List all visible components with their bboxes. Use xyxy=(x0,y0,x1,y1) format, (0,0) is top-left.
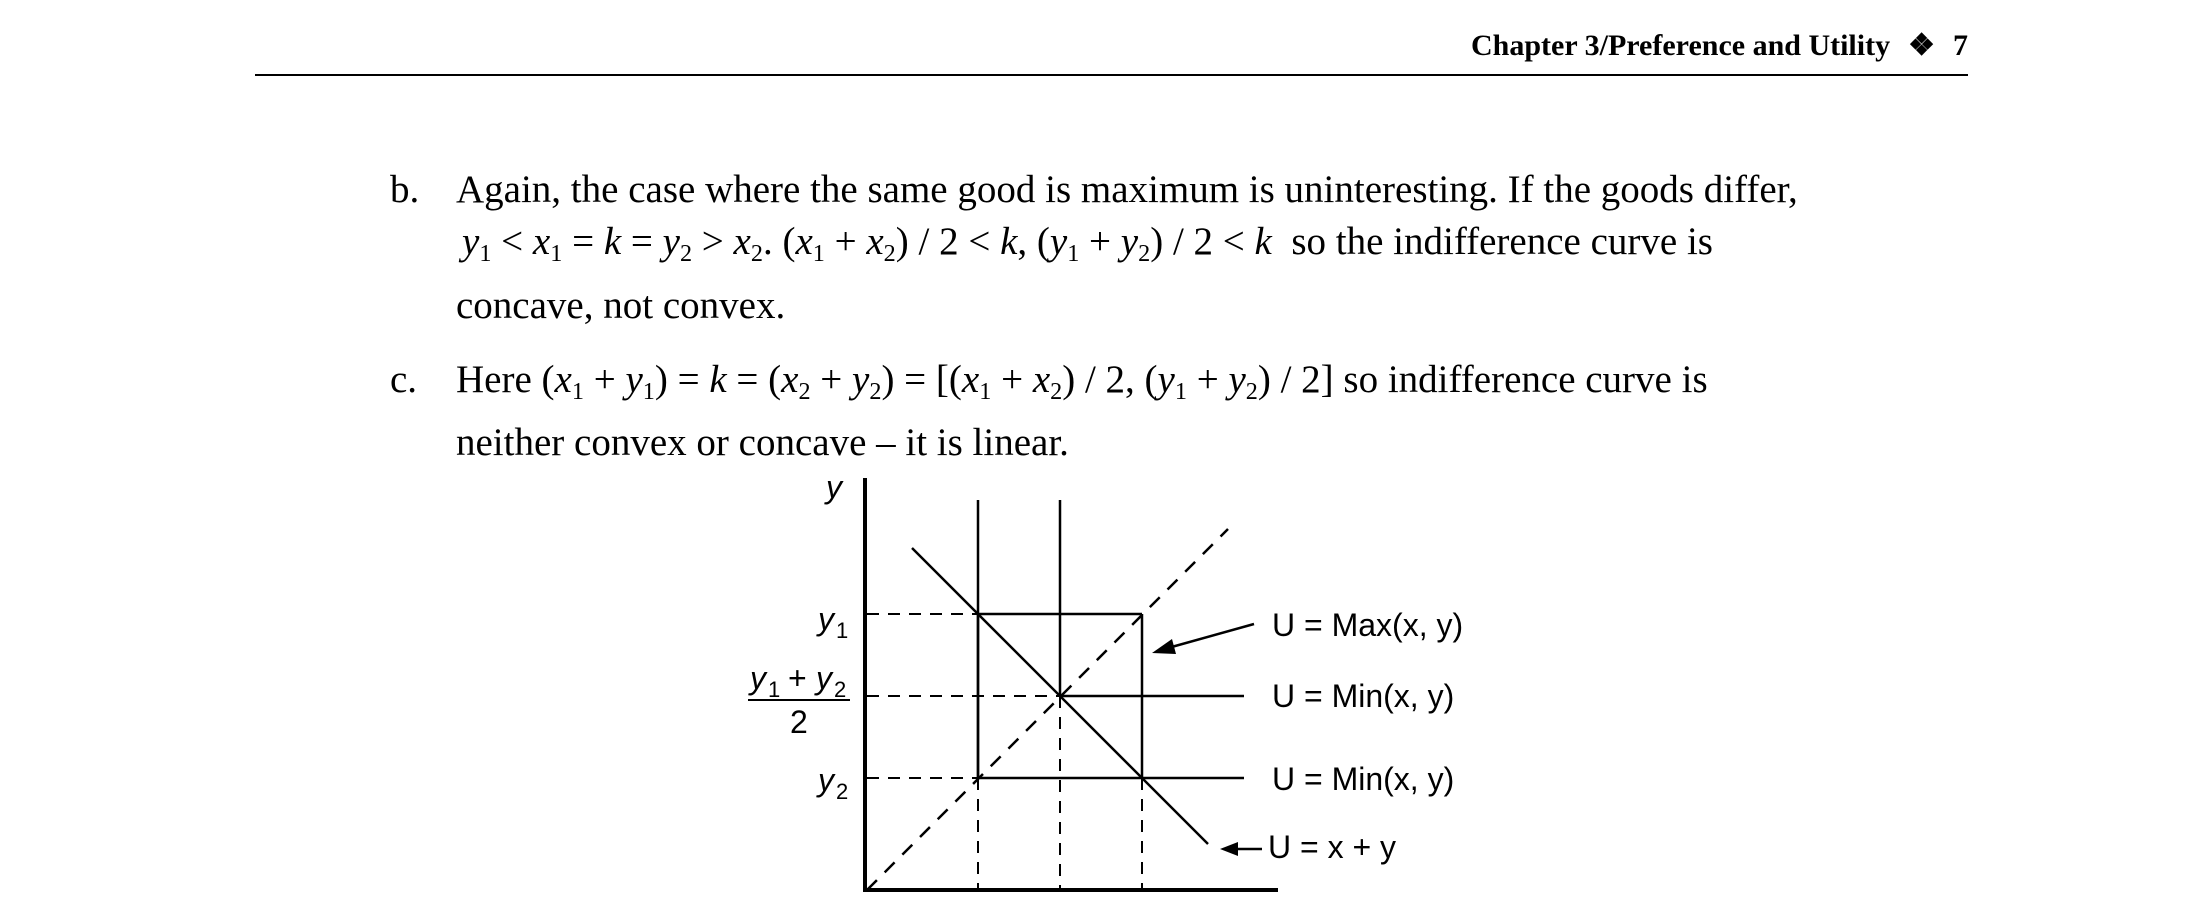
chapter-title: Chapter 3/Preference and Utility xyxy=(1471,29,1891,62)
item-b-line-2-text: so the indifference curve is xyxy=(1291,220,1713,263)
item-c-line-2: neither convex or concave – it is linear. xyxy=(456,421,1069,464)
label-u-linear: U = x + y xyxy=(1268,829,1397,865)
mid-numerator-a: y xyxy=(750,660,766,696)
mid-numerator-a-sub: 1 xyxy=(768,677,781,702)
label-u-min-upper: U = Min(x, y) xyxy=(1272,678,1455,714)
item-b-inequality: $y_1 < x_1 = k = y_2 > x_2$. $(x_1 + x_2) / 2 < k$, $(y_1 + y_2) / 2 < k$ xyxy=(462,220,1272,267)
y1-label: y xyxy=(818,601,834,637)
label-u-max: U = Max(x, y) xyxy=(1272,607,1464,643)
diamond-ornament-icon: ❖ xyxy=(1908,29,1935,62)
dashed-45-degree-line xyxy=(867,529,1228,890)
item-b-line-3: concave, not convex. xyxy=(456,284,786,327)
label-u-min-lower: U = Min(x, y) xyxy=(1272,761,1455,797)
mid-denominator: 2 xyxy=(790,704,808,740)
item-b-marker: b. xyxy=(390,168,420,211)
mid-numerator-b-sub: 2 xyxy=(834,677,847,702)
mid-numerator-b: y xyxy=(816,660,832,696)
max-arrow-head-icon xyxy=(1152,639,1176,654)
item-b-line-1: Again, the case where the same good is maximum is uninteresting. If the goods differ, xyxy=(456,168,1798,211)
item-c-equation: $(x_1 + y_1) = k = (x_2 + y_2) = [(x_1 + x_2) / 2$, $(y_1 + y_2) / 2$] xyxy=(541,358,1334,405)
y-axis-label: y xyxy=(826,469,842,505)
linear-arrow-head-icon xyxy=(1220,842,1238,856)
mid-numerator-plus: + xyxy=(788,660,807,696)
item-c-marker: c. xyxy=(390,358,418,401)
y1-label-sub: 1 xyxy=(836,618,849,643)
item-c-here: Here xyxy=(456,358,532,401)
y2-label: y xyxy=(818,762,834,798)
y2-label-sub: 2 xyxy=(836,779,849,804)
item-c-line-1-text: so indifference curve is xyxy=(1343,358,1708,401)
page-number: 7 xyxy=(1953,29,1968,62)
max-pointer-line xyxy=(1168,624,1254,648)
